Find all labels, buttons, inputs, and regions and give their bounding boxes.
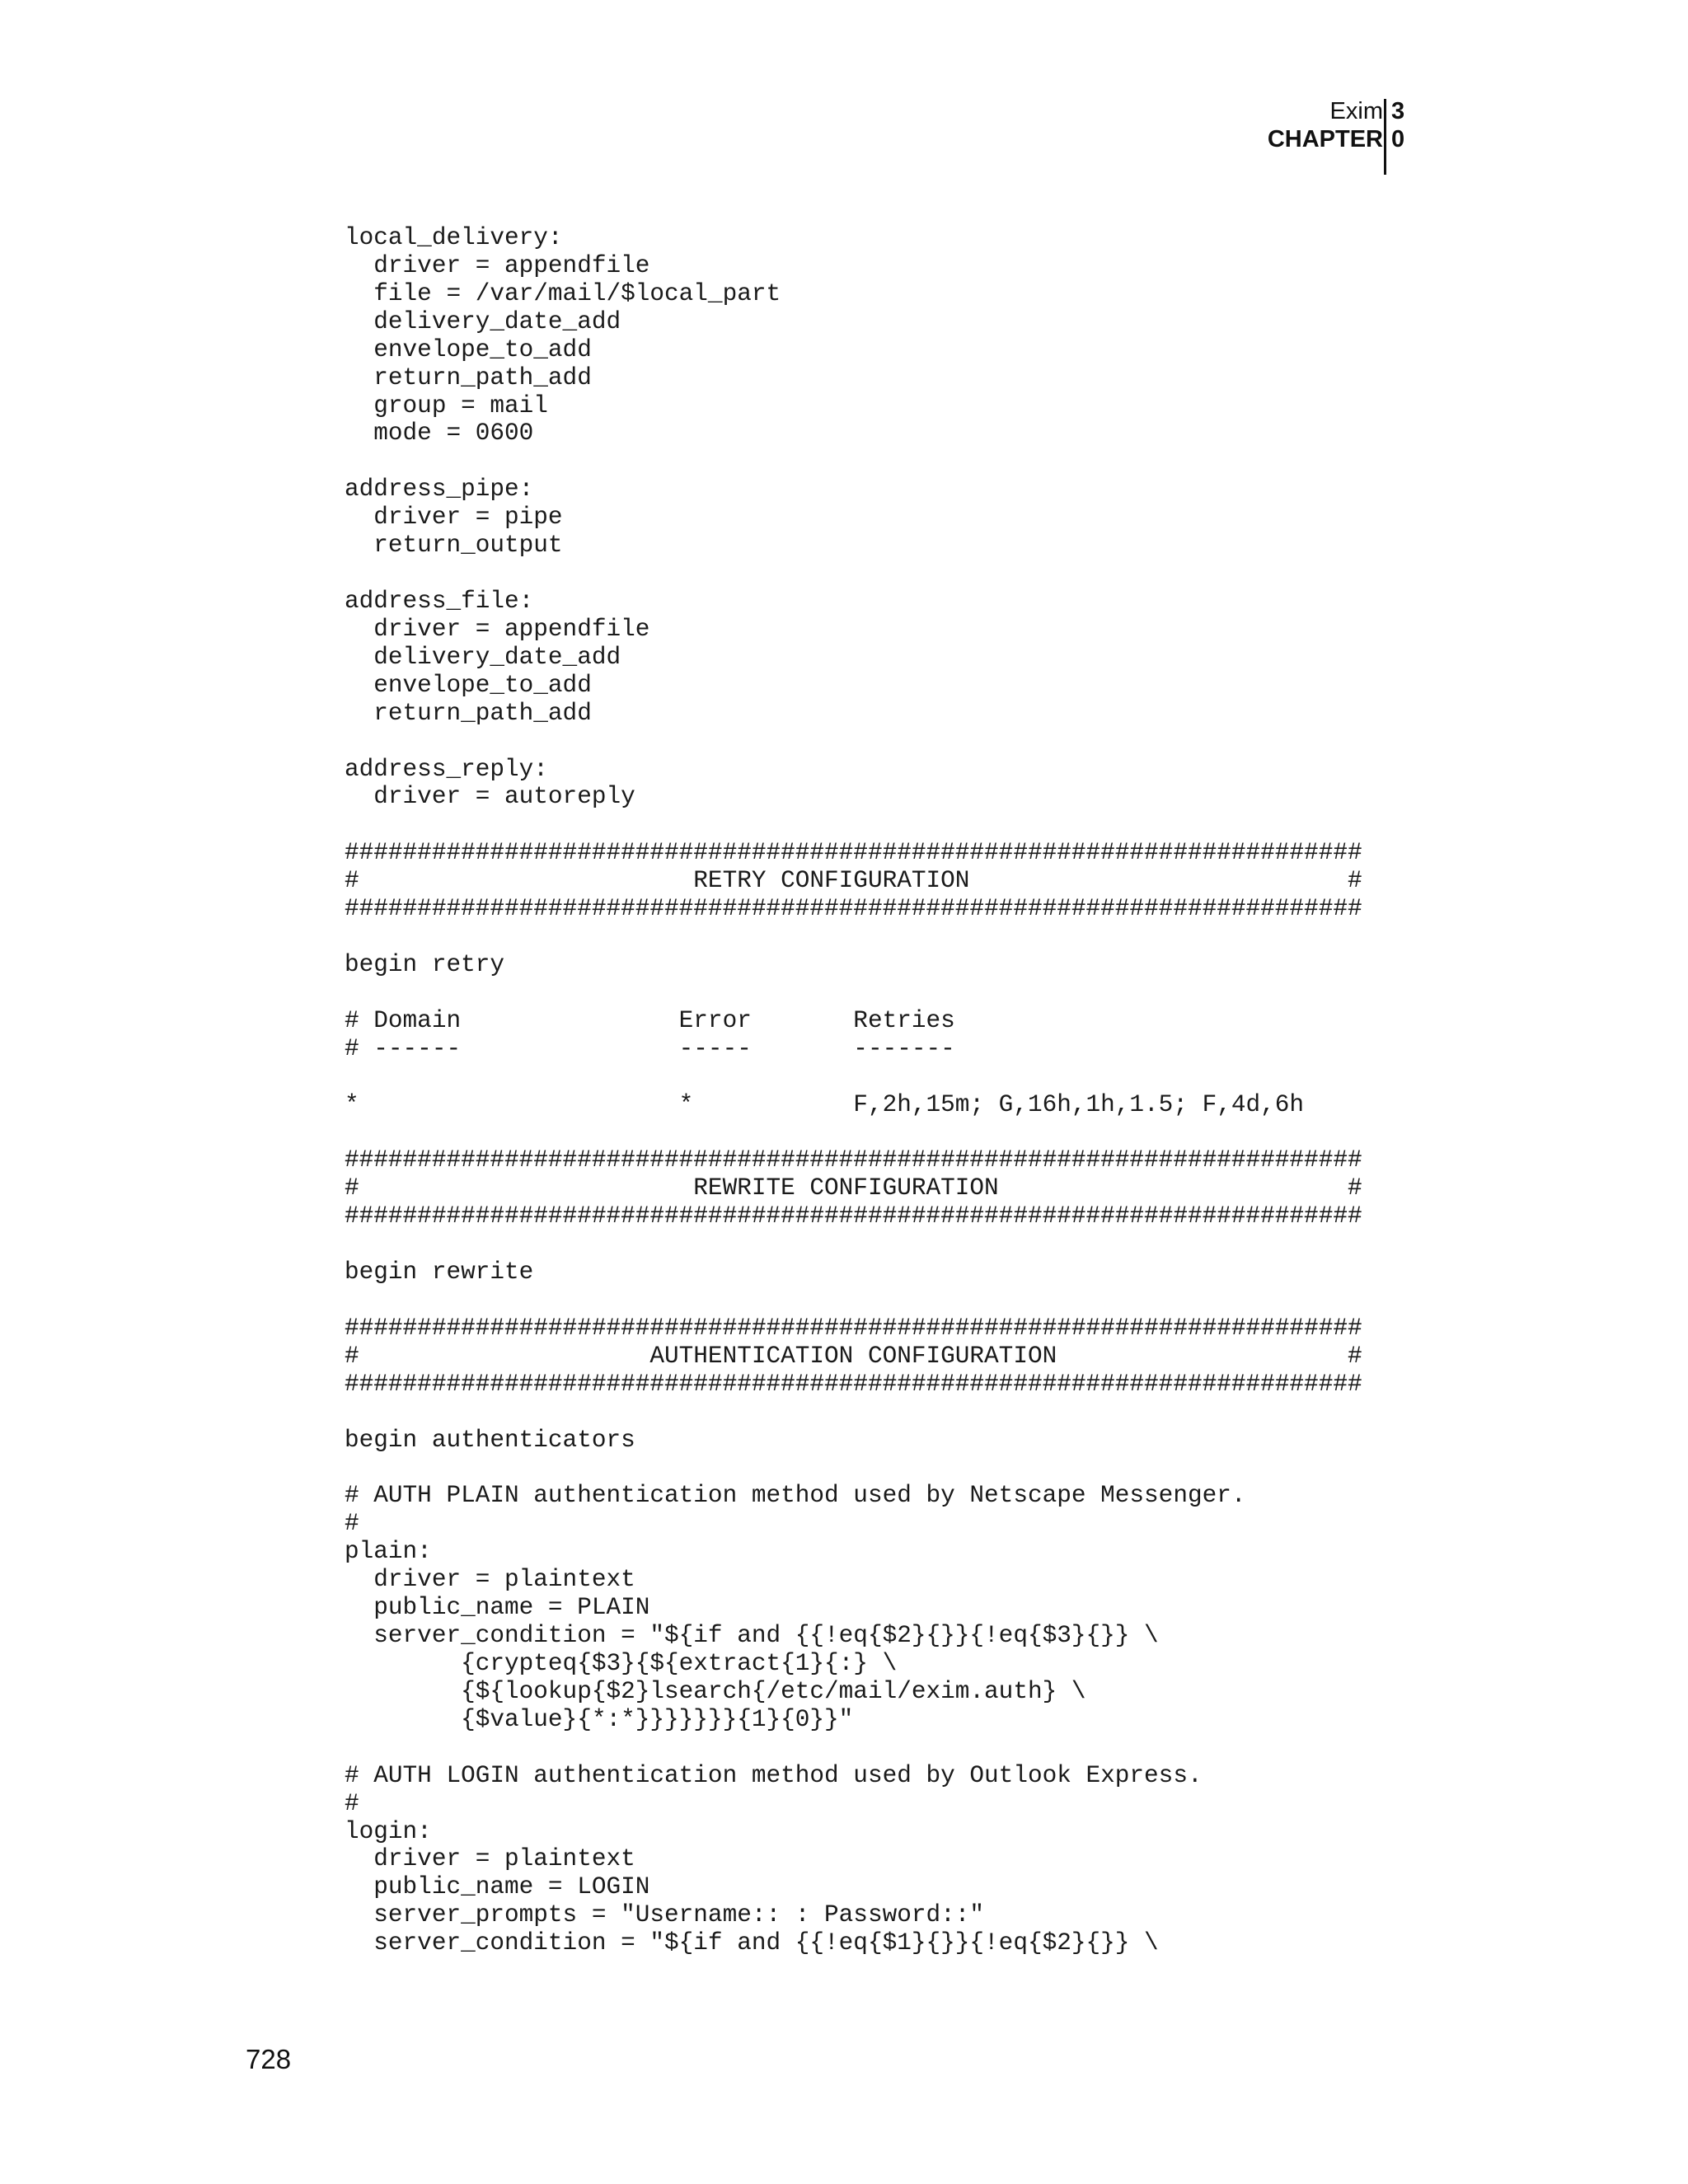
code-line — [345, 560, 1362, 588]
code-line: envelope_to_add — [345, 335, 592, 363]
running-header — [1236, 97, 1434, 175]
code-line — [345, 728, 1362, 756]
header-labels — [1268, 97, 1383, 153]
code-line: server_condition = "${if and {{!eq{$2}{}}{!eq{$3}{}} \ — [345, 1622, 1159, 1650]
code-line: {${lookup{$2}lsearch{/etc/mail/exim.auth} \ — [345, 1677, 1086, 1705]
code-line — [345, 1119, 1362, 1147]
code-line: ###################################################################### — [345, 1146, 1362, 1174]
header-title: Exim — [1329, 98, 1383, 124]
code-line: # RETRY CONFIGURATION # — [345, 867, 1362, 895]
code-line: login: — [345, 1817, 432, 1845]
code-line: delivery_date_add — [345, 307, 621, 335]
code-line — [345, 1455, 1362, 1483]
code-line: begin authenticators — [345, 1426, 635, 1454]
code-line: mode = 0600 — [345, 419, 534, 448]
code-line: plain: — [345, 1538, 432, 1566]
code-line — [345, 1286, 1362, 1315]
code-line: # AUTH PLAIN authentication method used by Netscape Messenger. — [345, 1482, 1246, 1510]
code-line: group = mail — [345, 391, 548, 419]
code-line — [345, 1063, 1362, 1091]
chapter-number — [1391, 97, 1404, 153]
code-line: {$value}{*:*}}}}}}}{1}{0}}" — [345, 1705, 854, 1733]
code-line — [345, 1399, 1362, 1427]
code-line: address_file: — [345, 587, 534, 615]
code-line: # — [345, 1789, 359, 1817]
code-line: driver = appendfile — [345, 251, 650, 279]
code-line: # AUTHENTICATION CONFIGURATION # — [345, 1342, 1362, 1370]
code-line: # — [345, 1510, 359, 1538]
header-chapter-label: CHAPTER — [1267, 126, 1383, 152]
code-line: public_name = LOGIN — [345, 1873, 650, 1901]
code-line: server_prompts = "Username:: : Password::" — [345, 1901, 985, 1929]
code-line — [345, 811, 1362, 839]
code-line: ###################################################################### — [345, 839, 1362, 867]
code-line: ###################################################################### — [345, 1314, 1362, 1342]
code-line: ###################################################################### — [345, 1202, 1362, 1230]
code-line: begin retry — [345, 950, 505, 978]
chapter-number-digit-1: 3 — [1391, 98, 1405, 124]
code-line: return_output — [345, 532, 563, 560]
code-line: driver = plaintext — [345, 1566, 635, 1594]
code-line: public_name = PLAIN — [345, 1594, 650, 1622]
header-divider — [1384, 99, 1386, 175]
code-line — [345, 1734, 1362, 1762]
code-line: file = /var/mail/$local_part — [345, 279, 781, 307]
code-line: # ------ ----- ------- — [345, 1034, 955, 1062]
code-line: driver = autoreply — [345, 783, 635, 811]
code-line: envelope_to_add — [345, 671, 592, 699]
page-number: 728 — [246, 2044, 292, 2074]
code-line: ###################################################################### — [345, 895, 1362, 923]
exim-config-code-listing — [345, 224, 1362, 1957]
code-line: delivery_date_add — [345, 643, 621, 671]
code-line: server_condition = "${if and {{!eq{$1}{}}{!eq{$2}{}} \ — [345, 1929, 1159, 1957]
chapter-number-digit-2: 0 — [1391, 126, 1405, 152]
code-line — [345, 1230, 1362, 1258]
code-line: driver = pipe — [345, 504, 563, 532]
code-line — [345, 979, 1362, 1007]
code-line: {crypteq{$3}{${extract{1}{:} \ — [345, 1650, 898, 1678]
code-line — [345, 448, 1362, 476]
code-line: return_path_add — [345, 699, 592, 727]
code-line: # AUTH LOGIN authentication method used by Outlook Express. — [345, 1761, 1203, 1789]
code-line: driver = plaintext — [345, 1845, 635, 1873]
code-line: return_path_add — [345, 363, 592, 391]
code-line: # REWRITE CONFIGURATION # — [345, 1174, 1362, 1202]
code-line: # Domain Error Retries — [345, 1006, 955, 1034]
code-line: address_pipe: — [345, 476, 534, 504]
code-line: * * F,2h,15m; G,16h,1h,1.5; F,4d,6h — [345, 1090, 1305, 1118]
code-line: local_delivery: — [345, 224, 563, 251]
code-line: begin rewrite — [345, 1258, 534, 1286]
code-line — [345, 923, 1362, 951]
code-line: address_reply: — [345, 755, 548, 783]
code-line: ###################################################################### — [345, 1370, 1362, 1398]
code-line: driver = appendfile — [345, 615, 650, 643]
